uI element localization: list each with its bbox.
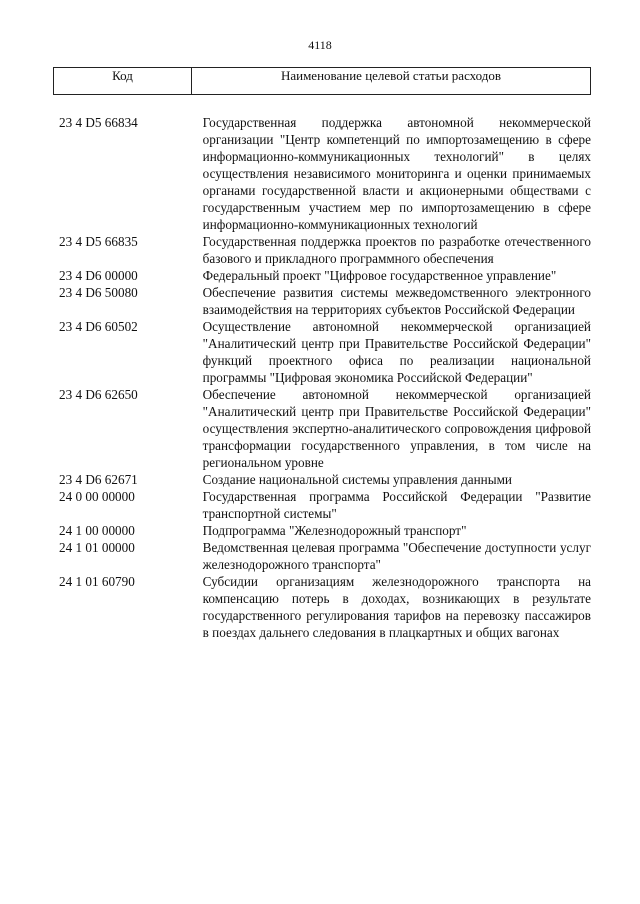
- table-row: [53, 539, 591, 573]
- header-code: Код: [54, 68, 192, 94]
- row-code: 23 4 D6 50080: [59, 285, 138, 300]
- table-row: [53, 488, 591, 522]
- row-code: 23 4 D6 60502: [59, 319, 138, 334]
- row-code: 24 1 00 00000: [59, 523, 135, 538]
- table-body: [53, 114, 591, 641]
- row-code: 23 4 D5 66834: [59, 115, 138, 130]
- table-row: [53, 114, 591, 233]
- row-code: 24 0 00 00000: [59, 489, 135, 504]
- row-code: 23 4 D6 62650: [59, 387, 138, 402]
- row-name: Федеральный проект "Цифровое государственное управление": [202, 268, 557, 283]
- table-header: [53, 67, 591, 95]
- row-name: Обеспечение автономной некоммерческой организацией "Аналитический центр при Правительстве Российской Федерации" осуществления экспертно-аналитического сопровождения цифровой трансформации государственного управления, в том числе на региональном уровне: [202, 387, 591, 470]
- row-code: 23 4 D6 62671: [59, 472, 138, 487]
- row-name: Субсидии организациям железнодорожного транспорта на компенсацию потерь в доходах, возникающих в результате государственного регулирования тарифов на перевозку пассажиров в поездах дальнего следования в плацкартных и общих вагонах: [202, 574, 591, 640]
- table-row: [53, 522, 591, 539]
- row-name: Осуществление автономной некоммерческой организацией "Аналитический центр при Правительстве Российской Федерации" функций проектного офиса по реализации национальной программы "Цифровая экономика Российской Федерации": [202, 319, 591, 385]
- table-row: [53, 471, 591, 488]
- table-row: [53, 267, 591, 284]
- row-code: 24 1 01 00000: [59, 540, 135, 555]
- row-name: Подпрограмма "Железнодорожный транспорт": [202, 523, 467, 538]
- table-row: [53, 233, 591, 267]
- page-number: 4118: [308, 38, 332, 52]
- row-name: Государственная поддержка проектов по разработке отечественного базового и прикладного программного обеспечения: [202, 234, 591, 266]
- row-name: Государственная поддержка автономной некоммерческой организации "Центр компетенций по импортозамещению в сфере информационно-коммуникационных технологий" в целях осуществления независимого мониторинга и оценки принимаемых органами государственной власти и акционерными обществами с государственным участием мер по импортозамещению в сфере информационно-коммуникационных технологий: [202, 115, 591, 232]
- row-name: Создание национальной системы управления данными: [202, 472, 512, 487]
- row-code: 23 4 D5 66835: [59, 234, 138, 249]
- table-row: [53, 318, 591, 386]
- row-name: Обеспечение развития системы межведомственного электронного взаимодействия на территориях субъектов Российской Федерации: [202, 285, 591, 317]
- table-row: [53, 386, 591, 471]
- table-row: [53, 284, 591, 318]
- row-code: 24 1 01 60790: [59, 574, 135, 589]
- header-name: Наименование целевой статьи расходов: [280, 68, 502, 83]
- row-name: Ведомственная целевая программа "Обеспечение доступности услуг железнодорожного транспорта": [202, 540, 591, 572]
- row-name: Государственная программа Российской Федерации "Развитие транспортной системы": [202, 489, 591, 521]
- table-row: [53, 573, 591, 641]
- row-code: 23 4 D6 00000: [59, 268, 138, 283]
